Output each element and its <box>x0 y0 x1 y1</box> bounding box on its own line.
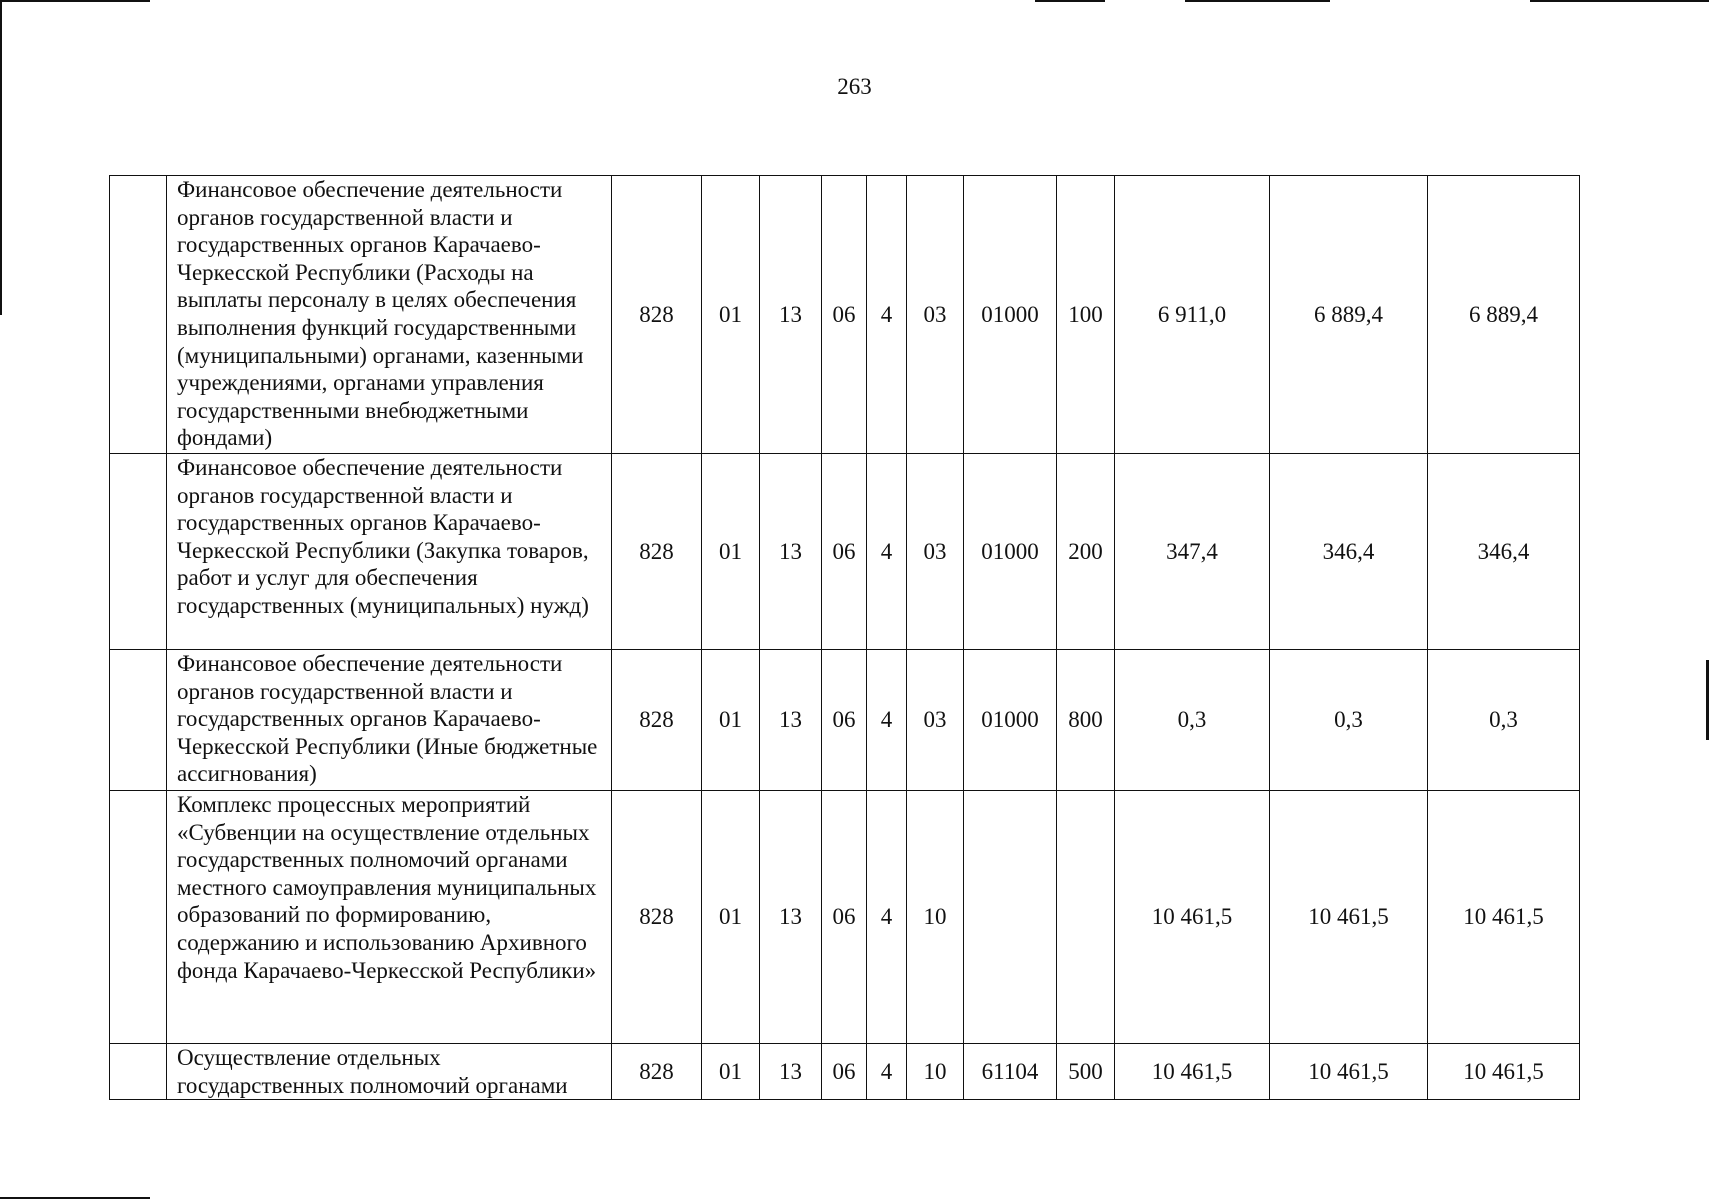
table-row <box>110 454 1580 650</box>
scan-mark-top-left <box>0 0 150 2</box>
code-subsection: 13 <box>760 454 822 650</box>
scan-mark-top-mid-2 <box>1185 0 1330 2</box>
code-program: 06 <box>822 650 867 791</box>
code-ministry: 828 <box>612 650 702 791</box>
scan-mark-top-mid-1 <box>1035 0 1105 2</box>
code-ministry: 828 <box>612 454 702 650</box>
code-measure: 10 <box>907 791 964 1044</box>
code-expense-type: 800 <box>1057 650 1115 791</box>
code-measure: 10 <box>907 1044 964 1100</box>
row-description: Финансовое обеспечение деятельности органов государственной власти и государственных органов Карачаево-Черкесской Республики (Расходы на выплаты персоналу в целях обеспечения выполнения функций государственными (муниципальными) органами, казенными учреждениями, органами управления государственными внебюджетными фондами) <box>167 176 612 454</box>
code-expense-type <box>1057 791 1115 1044</box>
code-direction: 01000 <box>964 176 1057 454</box>
code-section: 01 <box>702 650 760 791</box>
code-subsection: 13 <box>760 1044 822 1100</box>
code-expense-type: 200 <box>1057 454 1115 650</box>
code-subprogram: 4 <box>867 454 907 650</box>
row-description: Финансовое обеспечение деятельности органов государственной власти и государственных органов Карачаево-Черкесской Республики (Иные бюджетные ассигнования) <box>167 650 612 791</box>
scan-mark-top-right <box>1530 0 1709 2</box>
row-number-cell <box>110 176 167 454</box>
row-description: Финансовое обеспечение деятельности органов государственной власти и государственных органов Карачаево-Черкесской Республики (Закупка товаров, работ и услуг для обеспечения государственных (муниципальных) нужд) <box>167 454 612 650</box>
row-number-cell <box>110 650 167 791</box>
table-row <box>110 176 1580 454</box>
code-measure: 03 <box>907 454 964 650</box>
code-direction: 01000 <box>964 650 1057 791</box>
amount-year-2: 0,3 <box>1270 650 1428 791</box>
amount-year-3: 346,4 <box>1428 454 1580 650</box>
amount-year-2: 10 461,5 <box>1270 791 1428 1044</box>
row-number-cell <box>110 1044 167 1100</box>
code-ministry: 828 <box>612 791 702 1044</box>
code-subprogram: 4 <box>867 1044 907 1100</box>
table-row <box>110 791 1580 1044</box>
code-measure: 03 <box>907 650 964 791</box>
table-row <box>110 1044 1580 1100</box>
table-row <box>110 650 1580 791</box>
amount-year-1: 6 911,0 <box>1115 176 1270 454</box>
code-direction <box>964 791 1057 1044</box>
code-expense-type: 500 <box>1057 1044 1115 1100</box>
code-subprogram: 4 <box>867 650 907 791</box>
amount-year-1: 347,4 <box>1115 454 1270 650</box>
code-direction: 01000 <box>964 454 1057 650</box>
amount-year-3: 10 461,5 <box>1428 1044 1580 1100</box>
code-subprogram: 4 <box>867 791 907 1044</box>
code-section: 01 <box>702 791 760 1044</box>
code-expense-type: 100 <box>1057 176 1115 454</box>
code-subprogram: 4 <box>867 176 907 454</box>
row-number-cell <box>110 791 167 1044</box>
amount-year-2: 10 461,5 <box>1270 1044 1428 1100</box>
code-ministry: 828 <box>612 1044 702 1100</box>
scan-mark-left-edge <box>0 0 2 315</box>
amount-year-2: 346,4 <box>1270 454 1428 650</box>
amount-year-1: 0,3 <box>1115 650 1270 791</box>
code-section: 01 <box>702 454 760 650</box>
scan-mark-bottom-left <box>0 1197 150 1199</box>
budget-table <box>109 175 1580 1100</box>
amount-year-3: 0,3 <box>1428 650 1580 791</box>
code-program: 06 <box>822 1044 867 1100</box>
code-program: 06 <box>822 454 867 650</box>
code-section: 01 <box>702 176 760 454</box>
code-subsection: 13 <box>760 176 822 454</box>
row-description: Осуществление отдельных государственных полномочий органами <box>167 1044 612 1100</box>
amount-year-3: 10 461,5 <box>1428 791 1580 1044</box>
page-number: 263 <box>837 74 872 99</box>
amount-year-1: 10 461,5 <box>1115 1044 1270 1100</box>
code-ministry: 828 <box>612 176 702 454</box>
code-section: 01 <box>702 1044 760 1100</box>
code-subsection: 13 <box>760 791 822 1044</box>
amount-year-1: 10 461,5 <box>1115 791 1270 1044</box>
code-direction: 61104 <box>964 1044 1057 1100</box>
row-number-cell <box>110 454 167 650</box>
code-program: 06 <box>822 176 867 454</box>
code-subsection: 13 <box>760 650 822 791</box>
code-program: 06 <box>822 791 867 1044</box>
amount-year-3: 6 889,4 <box>1428 176 1580 454</box>
amount-year-2: 6 889,4 <box>1270 176 1428 454</box>
code-measure: 03 <box>907 176 964 454</box>
row-description: Комплекс процессных мероприятий «Субвенции на осуществление отдельных государственных полномочий органами местного самоуправления муниципальных образований по формированию, содержанию и использованию Архивного фонда Карачаево-Черкесской Республики» <box>167 791 612 1044</box>
